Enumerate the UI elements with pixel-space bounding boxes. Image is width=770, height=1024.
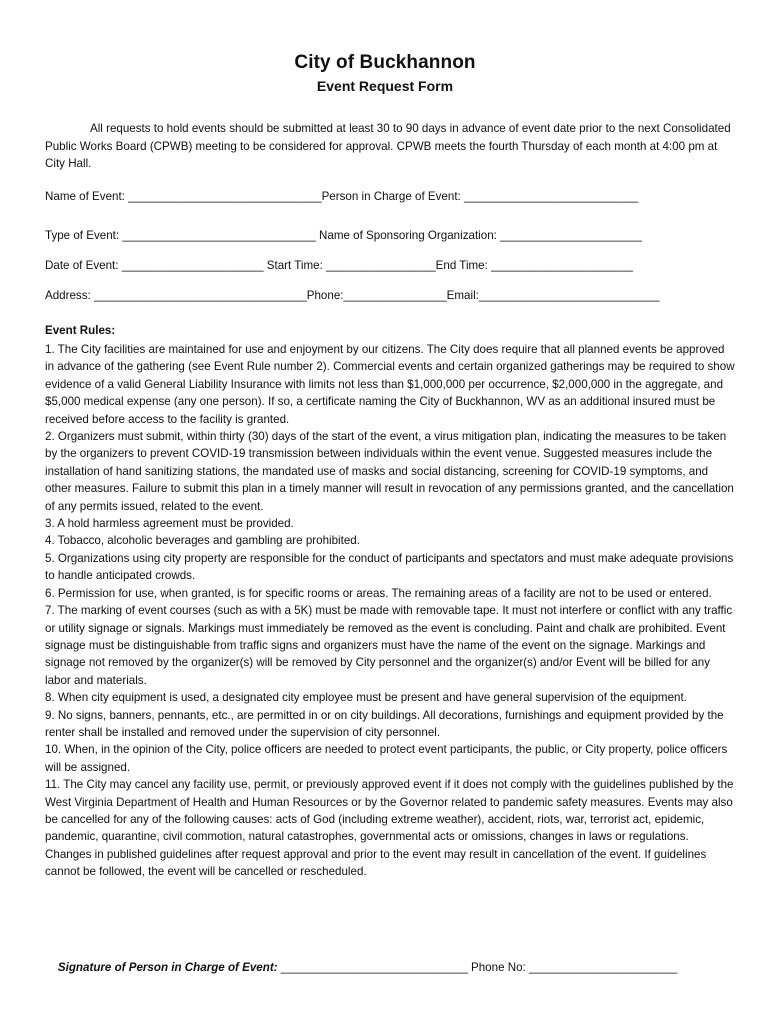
intro-text: All requests to hold events should be submitted at least 30 to 90 days in advance of event date prior to the next Consolidated Public Works Board (CPWB) meeting to be considered for approval. CPWB meets the fourth Thursday of each month at 4:00 pm at City Hall.: [45, 122, 731, 170]
signature-row: [45, 948, 745, 987]
field-line-name-person[interactable]: Name of Event: ______________________________Person in Charge of Event: ___________________________: [45, 190, 639, 203]
event-rules-heading: Event Rules:: [45, 324, 116, 337]
rule-9: 9. No signs, banners, pennants, etc., are permitted in or on city buildings. All decorations, furnishings and equipment provided by the renter shall be installed and removed under the supervision of city personnel.: [45, 708, 724, 739]
rule-1: 1. The City facilities are maintained for use and enjoyment by our citizens. The City does require that all planned events be approved in advance of the gathering (see Event Rule number 2). Commercial events and certain organized gatherings may be required to show evidence of a valid General Liability Insurance with limits not less than $1,000,000 per occurrence, $2,000,000 in the aggregate, and $5,000 medical expense (any one person). If so, a certificate naming the City of Buckhannon, WV as an additional insured must be received before access to the facility is granted.: [45, 343, 735, 426]
field-line-address-phone-email[interactable]: Address: _________________________________Phone:________________Email:____________________________: [45, 289, 660, 302]
intro-paragraph: [45, 120, 735, 173]
rule-11: 11. The City may cancel any facility use, permit, or previously approved event if it does not comply with the guidelines published by the West Virginia Department of Health and Human Resources or by the Governor related to pandemic safety measures. Events may also be cancelled for any of the following causes: acts of God (including extreme weather), accident, riots, war, terrorist act, epidemic, pandemic, quarantine, civil commotion, natural catastrophes, governmental acts or omissions, changes in laws or regulations. Changes in published guidelines after request approval and prior to the event may result in cancellation of the event. If guidelines cannot be followed, the event will be cancelled or rescheduled.: [45, 778, 734, 879]
rule-6: 6. Permission for use, when granted, is for specific rooms or areas. The remaining areas of a facility are not to be used or entered.: [45, 586, 712, 600]
rule-8: 8. When city equipment is used, a designated city employee must be present and have general supervision of the equipment.: [45, 691, 687, 705]
form-title: City of Buckhannon: [294, 52, 476, 73]
rule-5: 5. Organizations using city property are responsible for the conduct of participants and spectators and must make adequate provisions to handle anticipated crowds.: [45, 551, 734, 583]
rule-2: 2. Organizers must submit, within thirty (30) days of the start of the event, a virus mitigation plan, indicating the measures to be taken by the organizers to prevent COVID-19 transmission between individuals within the event venue. Suggested measures include the installation of hand sanitizing stations, the mandated use of masks and social distancing, screening for COVID-19 symptoms, and other measures. Failure to submit this plan in a timely manner will result in revocation of any permissions granted, and the cancellation of any permits issued, related to the event.: [45, 430, 734, 513]
rule-10: 10. When, in the opinion of the City, police officers are needed to protect event participants, the public, or City property, police officers will be assigned.: [45, 743, 728, 774]
rule-4: 4. Tobacco, alcoholic beverages and gambling are prohibited.: [45, 534, 360, 548]
field-line-date-times[interactable]: Date of Event: ______________________ Start Time: _________________End Time: ______________________: [45, 259, 633, 272]
field-line-type-organization[interactable]: Type of Event: ______________________________ Name of Sponsoring Organization: ______________________: [45, 229, 642, 242]
event-rules-list: [45, 341, 735, 881]
rule-3: 3. A hold harmless agreement must be provided.: [45, 517, 294, 531]
signature-and-phone-line[interactable]: _____________________________ Phone No: _______________________: [277, 961, 678, 974]
rule-7: 7. The marking of event courses (such as with a 5K) must be made with removable tape. It must not interfere or conflict with any traffic or utility signage or signals. Markings must immediately be removed as the event is concluding. Paint and chalk are prohibited. Event signage must be distinguishable from traffic signs and organizers must have the name of the event on the signage. Markings and signage not removed by the organizer(s) will be removed by City personnel and the organizer(s) and/or Event will be billed for any labor and materials.: [45, 604, 733, 687]
form-subtitle: Event Request Form: [316, 78, 454, 94]
signature-label: Signature of Person in Charge of Event:: [57, 961, 278, 974]
